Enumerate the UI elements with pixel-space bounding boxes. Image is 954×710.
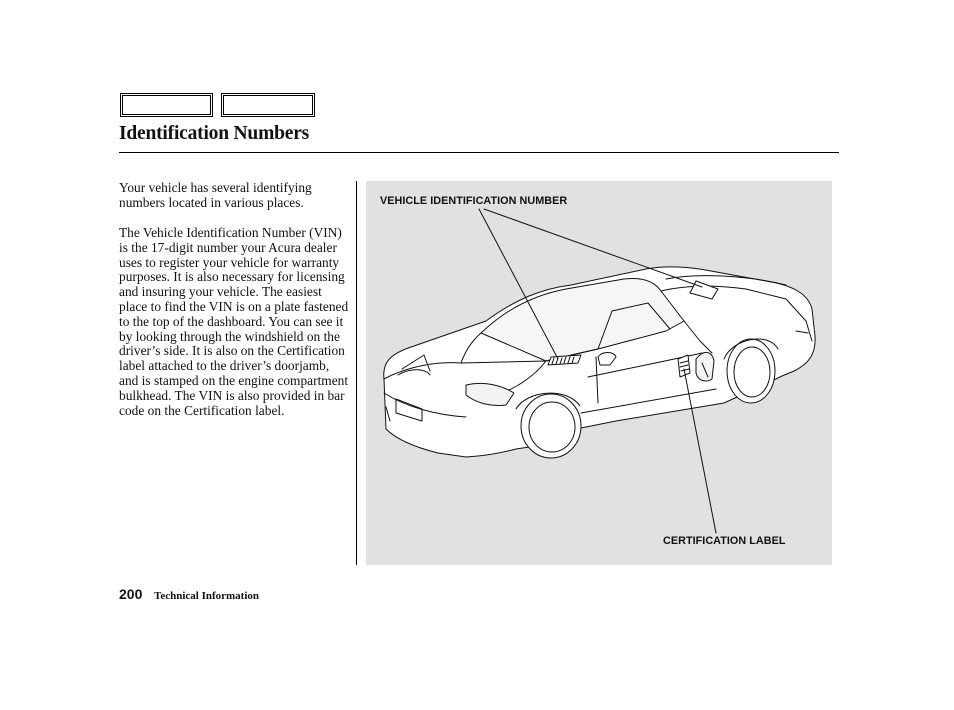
vin-callout-label: VEHICLE IDENTIFICATION NUMBER (380, 195, 568, 207)
page-number: 200 (119, 586, 143, 602)
next-page-button[interactable] (221, 93, 315, 117)
intro-paragraph: Your vehicle has several identifying numbers located in various places. (119, 180, 312, 210)
section-name: Technical Information (154, 590, 260, 602)
page-title: Identification Numbers (119, 123, 310, 144)
car-illustration (366, 181, 832, 565)
title-divider (119, 152, 839, 153)
vin-location-figure (366, 181, 832, 565)
previous-page-button[interactable] (120, 93, 213, 117)
column-divider (356, 181, 357, 565)
certification-callout-label: CERTIFICATION LABEL (663, 535, 786, 547)
vin-paragraph: The Vehicle Identification Number (VIN) is the 17-digit number your Acura dealer uses to register your vehicle for warranty purposes. It is also necessary for licensing and insuring your vehicle. The easiest place to find the VIN is on a plate fastened to the top of the dashboard. You can see it by looking through the windshield on the driver’s side. It is also on the Certification label attached to the driver’s doorjamb, and is stamped on the engine compartment bulkhead. The VIN is also provided in bar code on the Certification label. (119, 225, 349, 418)
